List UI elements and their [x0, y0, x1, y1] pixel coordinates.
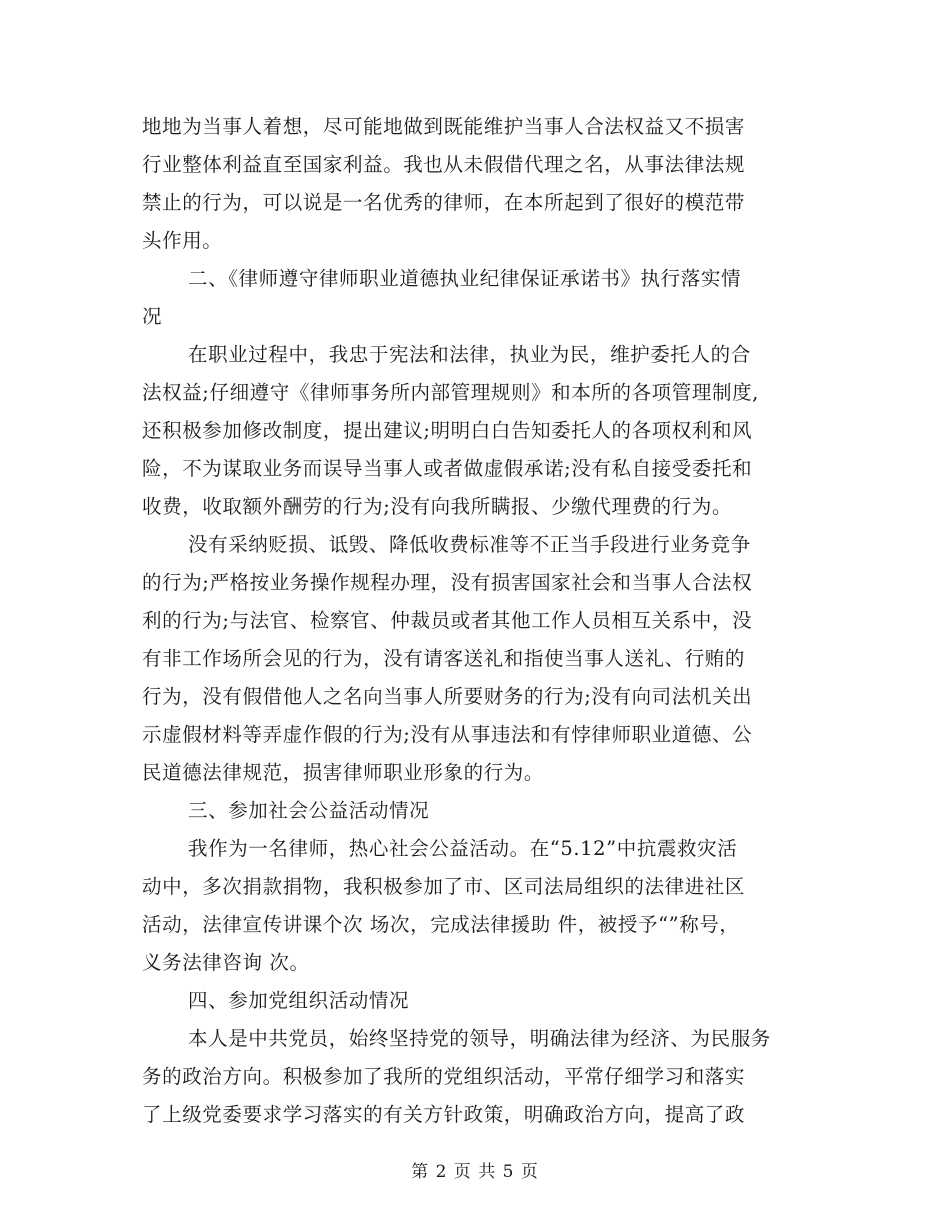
text-line: 法权益;仔细遵守《律师事务所内部管理规则》和本所的各项管理制度,	[142, 381, 759, 404]
text-line: 了上级党委要求学习落实的有关方针政策，明确政治方向，提高了政	[142, 1103, 746, 1126]
text-line: 禁止的行为，可以说是一名优秀的律师，在本所起到了很好的模范带	[142, 191, 746, 214]
text-line: 还积极参加修改制度，提出建议;明明白白告知委托人的各项权利和风	[142, 419, 753, 442]
text-line: 务的政治方向。积极参加了我所的党组织活动，平常仔细学习和落实	[142, 1065, 746, 1088]
text-line: 动中，多次捐款捐物，我积极参加了市、区司法局组织的法律进社区	[142, 875, 746, 898]
text-line: 民道德法律规范，损害律师职业形象的行为。	[142, 761, 545, 784]
text-line: 本人是中共党员，始终坚持党的领导，明确法律为经济、为民服务	[188, 1027, 771, 1050]
text-line: 地地为当事人着想，尽可能地做到既能维护当事人合法权益又不损害	[142, 115, 746, 138]
text-line: 头作用。	[142, 229, 223, 252]
text-line: 示虚假材料等弄虚作假的行为;没有从事违法和有悖律师职业道德、公	[142, 723, 753, 746]
section-heading: 四、参加党组织活动情况	[188, 989, 410, 1012]
section-heading: 二、《律师遵守律师职业道德执业纪律保证承诺书》执行落实情	[188, 267, 742, 290]
text-line: 况	[142, 305, 163, 328]
text-line: 有非工作场所会见的行为，没有请客送礼和指使当事人送礼、行贿的	[142, 647, 746, 670]
text-line: 活动，法律宣传讲课个次 场次，完成法律援助 件，被授予“”称号，	[142, 913, 740, 936]
text-line: 险，不为谋取业务而误导当事人或者做虚假承诺;没有私自接受委托和	[142, 457, 753, 480]
text-line: 在职业过程中，我忠于宪法和法律，执业为民，维护委托人的合	[188, 343, 751, 366]
text-line: 没有采纳贬损、诋毁、降低收费标准等不正当手段进行业务竞争	[188, 533, 751, 556]
text-line: 的行为;严格按业务操作规程办理，没有损害国家社会和当事人合法权	[142, 571, 753, 594]
text-line: 我作为一名律师，热心社会公益活动。在“5.12”中抗震救灾活	[188, 837, 738, 860]
text-line: 义务法律咨询 次。	[142, 951, 310, 974]
section-heading: 三、参加社会公益活动情况	[188, 799, 430, 822]
text-line: 收费，收取额外酬劳的行为;没有向我所瞒报、少缴代理费的行为。	[142, 495, 733, 518]
text-line: 利的行为;与法官、检察官、仲裁员或者其他工作人员相互关系中，没	[142, 609, 753, 632]
text-line: 行为，没有假借他人之名向当事人所要财务的行为;没有向司法机关出	[142, 685, 753, 708]
page-footer: 第 2 页 共 5 页	[411, 1162, 539, 1182]
text-line: 行业整体利益直至国家利益。我也从未假借代理之名，从事法律法规	[142, 153, 746, 176]
